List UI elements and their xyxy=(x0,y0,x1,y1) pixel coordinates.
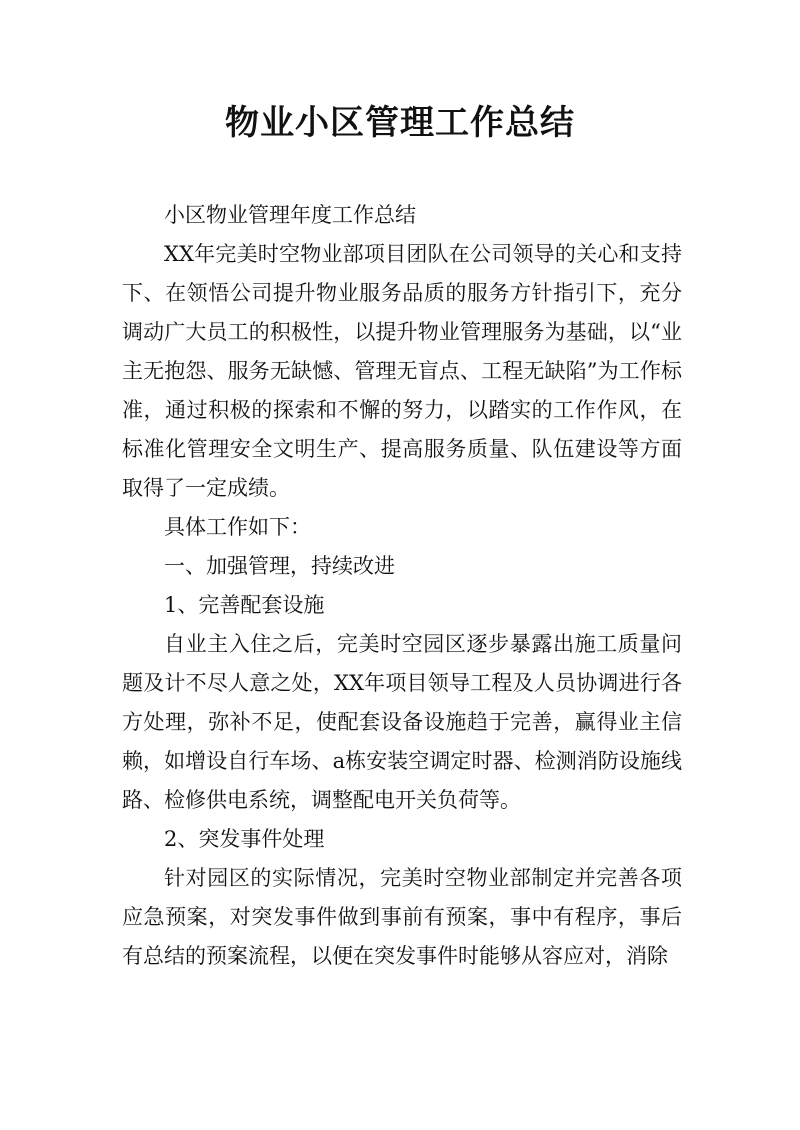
document-body xyxy=(122,196,682,976)
facilities-paragraph: 自业主入住之后，完美时空园区逐步暴露出施工质量问题及计不尽人意之处，XX年项目领导工程及人员协调进行各方处理，弥补不足，使配套设备设施趋于完善，赢得业主信赖，如增设自行车场、a栋安装空调定时器、检测消防设施线路、检修供电系统，调整配电开关负荷等。 xyxy=(122,632,682,812)
document-title: 物业小区管理工作总结 xyxy=(225,103,575,143)
subsection-heading-2: 2、突发事件处理 xyxy=(164,827,325,851)
emergency-paragraph: 针对园区的实际情况，完美时空物业部制定并完善各项应急预案，对突发事件做到事前有预案，事中有程序，事后有总结的预案流程，以便在突发事件时能够从容应对，消除 xyxy=(122,866,682,968)
subsection-heading-1: 1、完善配套设施 xyxy=(164,593,325,617)
section-heading-1: 一、加强管理，持续改进 xyxy=(164,554,395,578)
work-list-intro: 具体工作如下： xyxy=(164,515,311,539)
section-subtitle: 小区物业管理年度工作总结 xyxy=(164,203,416,227)
intro-paragraph: XX年完美时空物业部项目团队在公司领导的关心和支持下、在领悟公司提升物业服务品质的服务方针指引下，充分调动广大员工的积极性，以提升物业管理服务为基础，以“业主无抱怨、服务无缺憾、管理无盲点、工程无缺陷”为工作标准，通过积极的探索和不懈的努力，以踏实的工作作风，在标准化管理安全文明生产、提高服务质量、队伍建设等方面取得了一定成绩。 xyxy=(122,242,682,500)
